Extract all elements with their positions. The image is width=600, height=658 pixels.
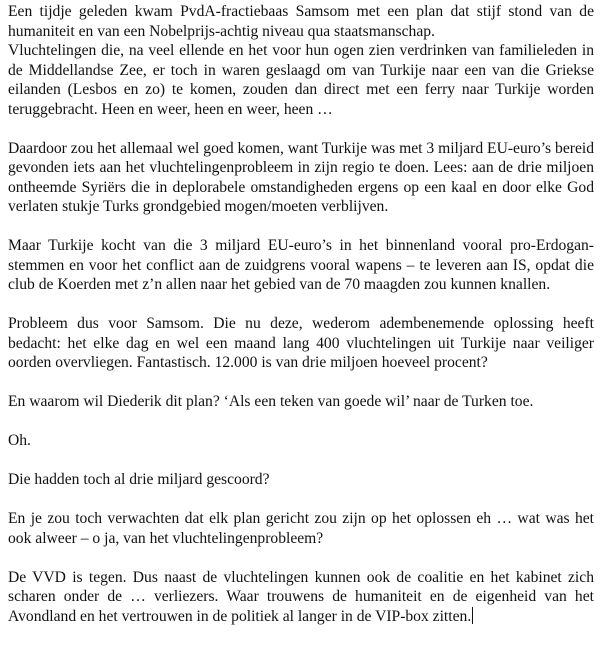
text-cursor <box>472 607 473 624</box>
paragraph: Maar Turkije kocht van die 3 miljard EU-euro’s in het binnenland vooral pro-Erdogan-stemmen en voor het conflict aan de zuidgrens vooral wapens – te leveren aan IS, opdat die club de Koerden met z’n allen naar het gebied van de 70 maagden zou kunnen knallen. <box>8 237 594 293</box>
paragraph: Daardoor zou het allemaal wel goed komen, want Turkije was met 3 miljard EU-euro’s bereid gevonden iets aan het vluchtelingenprobleem in zijn regio te doen. Lees: aan de drie miljoen ontheemde Syriërs die in deplorabele omstandigheden ergens op een kaal en door elke God verlaten stukje Turks grondgebied mogen/moeten verblijven. <box>8 139 594 215</box>
paragraph: Vluchtelingen die, na veel ellende en het voor hun ogen zien verdrinken van familieleden in de Middellandse Zee, er toch in waren geslaagd om van Turkije naar een van die Griekse eilanden (Lesbos en zo) te komen, zouden dan direct met een ferry naar Turkije worden teruggebracht. Heen en weer, heen en weer, heen … <box>8 42 594 118</box>
last-paragraph <box>8 568 594 627</box>
paragraph-text: De VVD is tegen. Dus naast de vluchtelingen kunnen ook de coalitie en het kabinet zich scharen onder de … verliezers. Waar trouwens de humaniteit en de eigenheid van het Avondland en het vertrouwen in de politiek al langer in de VIP-box zitten. <box>8 568 594 625</box>
paragraph: Oh. <box>8 432 31 449</box>
paragraph: Probleem dus voor Samsom. Die nu deze, wederom adembenemende oplossing heeft bedacht: het elke dag en wel een maand lang 400 vluchtelingen uit Turkije naar veiliger oorden overvliegen. Fantastisch. 12.000 is van drie miljoen hoeveel procent? <box>8 315 594 371</box>
document-body[interactable] <box>8 2 594 646</box>
paragraph: Die hadden toch al drie miljard gescoord? <box>8 471 270 488</box>
paragraph: Een tijdje geleden kwam PvdA-fractiebaas Samsom met een plan dat stijf stond van de humaniteit en van een Nobelprijs-achtig niveau qua staatsmanschap. <box>8 3 594 40</box>
paragraph: En waarom wil Diederik dit plan? ‘Als een teken van goede wil’ naar de Turken toe. <box>8 393 534 410</box>
paragraph: En je zou toch verwachten dat elk plan gericht zou zijn op het oplossen eh … wat was het ook alweer – o ja, van het vluchtelingenprobleem? <box>8 510 594 547</box>
